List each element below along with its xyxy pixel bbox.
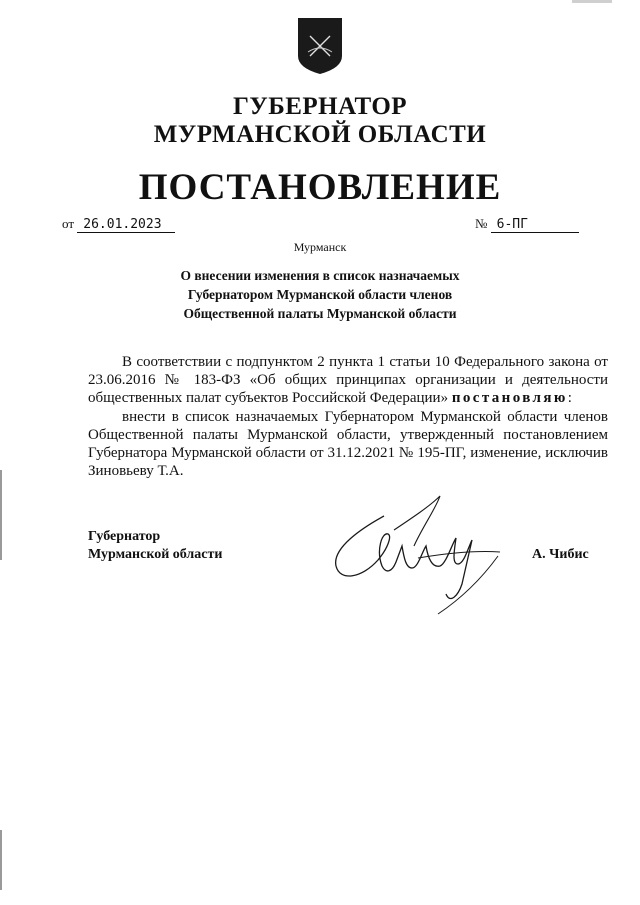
document-subject — [0, 266, 640, 323]
city-name: Мурманск — [293, 240, 347, 254]
number-value: 6-ПГ — [491, 217, 579, 233]
document-title: ПОСТАНОВЛЕНИЕ — [138, 167, 502, 208]
subject-line-3: Общественной палаты Мурманской области — [183, 306, 457, 321]
decree-keyword: постановляю — [451, 390, 568, 406]
preamble-text: В соответствии с подпунктом 2 пункта 1 статьи 10 Федерального закона от 23.06.2016 № 183-ФЗ «Об общих принципах организации и деятельности общественных палат субъектов Российской Федерации» — [88, 354, 608, 406]
preamble-paragraph — [88, 353, 608, 407]
signatory-position — [88, 528, 222, 564]
header-line-2: МУРМАНСКОЙ ОБЛАСТИ — [153, 121, 487, 148]
position-line-2: Мурманской области — [88, 547, 223, 562]
date-label: от — [62, 216, 75, 231]
number-field — [475, 216, 579, 236]
scan-corner-mark — [572, 0, 612, 3]
position-line-1: Губернатор — [88, 529, 161, 544]
header-line-1: ГУБЕРНАТОР — [232, 93, 408, 120]
scan-edge-mark — [0, 830, 2, 890]
handwritten-signature — [322, 488, 512, 618]
preamble-colon: : — [567, 390, 572, 406]
date-field — [62, 216, 175, 236]
subject-line-2: Губернатором Мурманской области членов — [187, 287, 453, 302]
scan-edge-mark — [0, 470, 2, 560]
subject-line-1: О внесении изменения в список назначаемых — [180, 268, 460, 283]
number-label: № — [475, 216, 488, 231]
operative-paragraph: внести в список назначаемых Губернатором Мурманской области членов Общественной палаты Мурманской области, утвержденный постановлением Губернатора Мурманской области от 31.12.2021 № 195-ПГ, изменение, исключив Зиновьеву Т.А. — [88, 409, 608, 479]
signatory-name: А. Чибис — [532, 547, 589, 562]
date-value: 26.01.2023 — [77, 217, 175, 233]
coat-of-arms-emblem — [296, 16, 344, 76]
